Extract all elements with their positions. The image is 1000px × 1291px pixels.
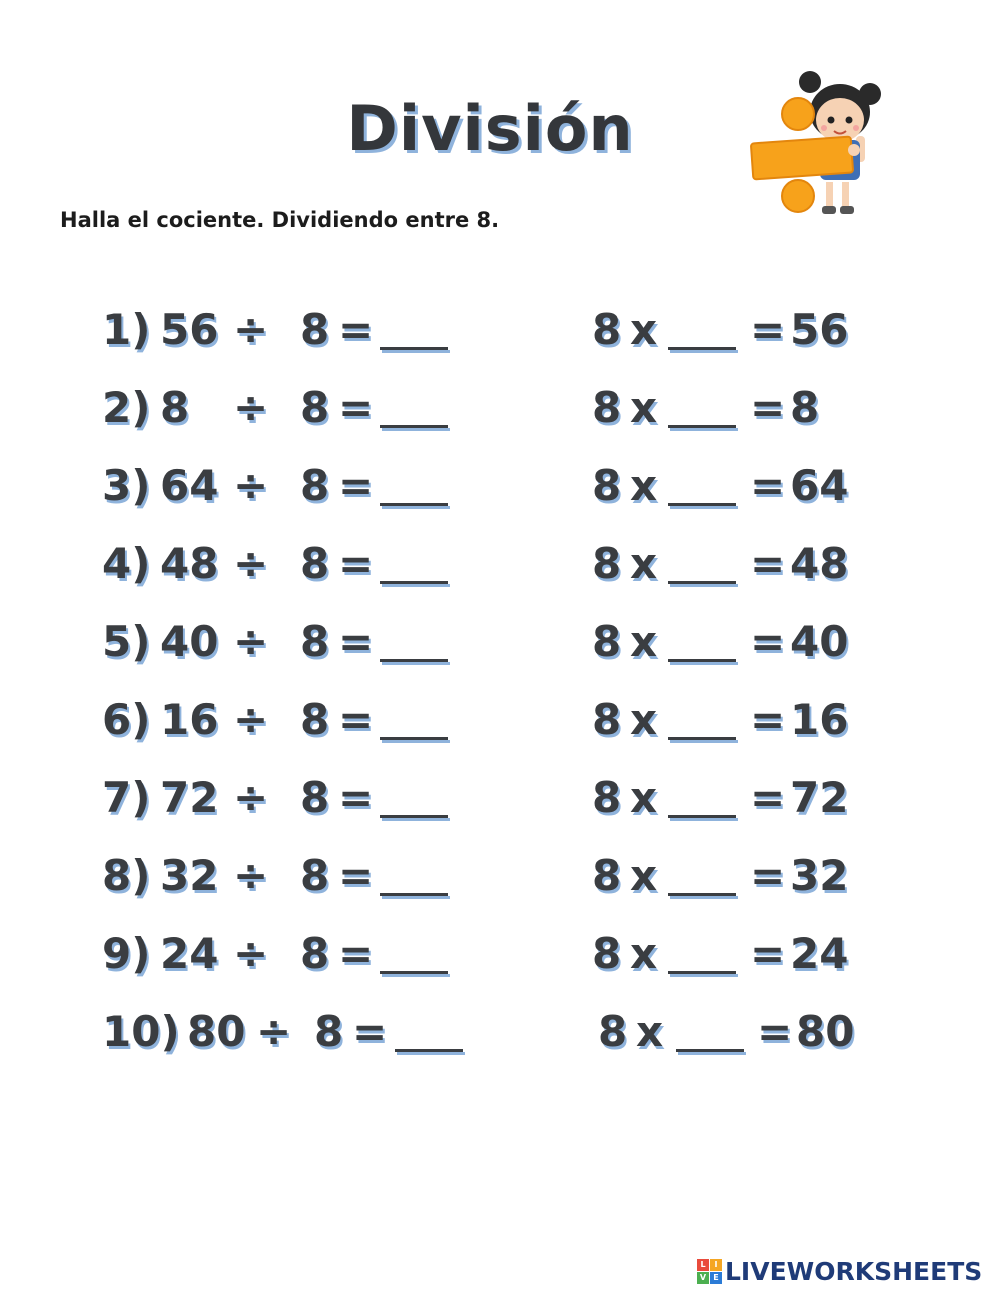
factor: 8 (592, 305, 622, 354)
problem-number: 6) (102, 695, 151, 744)
multiply-sign: x (636, 1007, 664, 1056)
multiply-sign: x (630, 851, 658, 900)
divisor: 8 (300, 695, 330, 744)
factor-answer-blank[interactable] (668, 893, 736, 896)
problem-number: 3) (102, 461, 151, 510)
logo-blocks-icon (697, 1259, 722, 1284)
product: 72 (790, 773, 849, 822)
multiply-sign: x (630, 461, 658, 510)
problem-row (0, 612, 1000, 672)
factor-answer-blank[interactable] (668, 503, 736, 506)
dividend: 80 (187, 1007, 246, 1056)
dividend: 72 (160, 773, 219, 822)
factor: 8 (592, 851, 622, 900)
divisor: 8 (300, 383, 330, 432)
problem-number: 7) (102, 773, 151, 822)
page-title: División (346, 92, 634, 165)
factor: 8 (592, 617, 622, 666)
factor-answer-blank[interactable] (668, 347, 736, 350)
factor-answer-blank[interactable] (668, 971, 736, 974)
division-sign: ÷ (256, 1007, 292, 1056)
factor-answer-blank[interactable] (668, 815, 736, 818)
problem-number: 4) (102, 539, 151, 588)
dividend: 48 (160, 539, 219, 588)
division-sign: ÷ (233, 305, 269, 354)
equals-sign: = (750, 773, 786, 822)
division-sign: ÷ (233, 929, 269, 978)
equals-sign: = (750, 305, 786, 354)
factor: 8 (592, 461, 622, 510)
product: 80 (796, 1007, 855, 1056)
quotient-answer-blank[interactable] (380, 581, 448, 584)
problem-row (0, 378, 1000, 438)
problem-number: 10) (102, 1007, 180, 1056)
equals-sign: = (338, 461, 374, 510)
multiply-sign: x (630, 617, 658, 666)
logo-block-i: I (710, 1259, 722, 1271)
product: 64 (790, 461, 849, 510)
quotient-answer-blank[interactable] (380, 659, 448, 662)
equals-sign: = (338, 695, 374, 744)
factor: 8 (592, 383, 622, 432)
equals-sign: = (338, 383, 374, 432)
girl-division-illustration (748, 64, 893, 224)
problem-row (0, 690, 1000, 750)
factor-answer-blank[interactable] (668, 659, 736, 662)
quotient-answer-blank[interactable] (380, 425, 448, 428)
problem-row (0, 924, 1000, 984)
product: 40 (790, 617, 849, 666)
logo-block-e: E (710, 1272, 722, 1284)
equals-sign: = (750, 383, 786, 432)
dividend: 56 (160, 305, 219, 354)
problem-row (0, 846, 1000, 906)
product: 8 (790, 383, 820, 432)
quotient-answer-blank[interactable] (380, 503, 448, 506)
multiply-sign: x (630, 773, 658, 822)
brand-name: LIVEWORKSHEETS (725, 1256, 983, 1286)
divisor: 8 (300, 305, 330, 354)
equals-sign: = (338, 539, 374, 588)
logo-block-l: L (697, 1259, 709, 1271)
division-sign: ÷ (233, 851, 269, 900)
dividend: 24 (160, 929, 219, 978)
quotient-answer-blank[interactable] (395, 1049, 463, 1052)
multiply-sign: x (630, 383, 658, 432)
factor: 8 (592, 539, 622, 588)
problem-number: 5) (102, 617, 151, 666)
equals-sign: = (338, 617, 374, 666)
problem-number: 2) (102, 383, 151, 432)
factor-answer-blank[interactable] (668, 581, 736, 584)
equals-sign: = (352, 1007, 388, 1056)
problem-number: 9) (102, 929, 151, 978)
dividend: 40 (160, 617, 219, 666)
instruction-text: Halla el cociente. Dividiendo entre 8. (60, 208, 500, 232)
problem-row (0, 768, 1000, 828)
quotient-answer-blank[interactable] (380, 737, 448, 740)
division-sign: ÷ (233, 773, 269, 822)
equals-sign: = (338, 305, 374, 354)
quotient-answer-blank[interactable] (380, 347, 448, 350)
divisor: 8 (300, 617, 330, 666)
factor-answer-blank[interactable] (668, 737, 736, 740)
quotient-answer-blank[interactable] (380, 893, 448, 896)
factor: 8 (592, 929, 622, 978)
factor: 8 (592, 695, 622, 744)
problem-row (0, 534, 1000, 594)
equals-sign: = (750, 539, 786, 588)
division-sign: ÷ (233, 383, 269, 432)
divisor: 8 (314, 1007, 344, 1056)
factor-answer-blank[interactable] (668, 425, 736, 428)
product: 56 (790, 305, 849, 354)
division-sign: ÷ (233, 617, 269, 666)
division-sign: ÷ (233, 461, 269, 510)
factor: 8 (598, 1007, 628, 1056)
dividend: 64 (160, 461, 219, 510)
equals-sign: = (750, 851, 786, 900)
equals-sign: = (338, 773, 374, 822)
divisor: 8 (300, 539, 330, 588)
division-sign: ÷ (233, 539, 269, 588)
multiply-sign: x (630, 695, 658, 744)
division-sign: ÷ (233, 695, 269, 744)
problem-row (0, 456, 1000, 516)
problem-row (0, 1002, 1000, 1062)
factor: 8 (592, 773, 622, 822)
product: 48 (790, 539, 849, 588)
equals-sign: = (757, 1007, 793, 1056)
liveworksheets-logo (697, 1256, 982, 1286)
logo-block-v: V (697, 1272, 709, 1284)
problem-number: 8) (102, 851, 151, 900)
multiply-sign: x (630, 929, 658, 978)
equals-sign: = (750, 929, 786, 978)
quotient-answer-blank[interactable] (380, 971, 448, 974)
product: 32 (790, 851, 849, 900)
multiply-sign: x (630, 305, 658, 354)
dividend: 16 (160, 695, 219, 744)
equals-sign: = (338, 929, 374, 978)
equals-sign: = (750, 461, 786, 510)
equals-sign: = (750, 695, 786, 744)
divisor: 8 (300, 461, 330, 510)
multiply-sign: x (630, 539, 658, 588)
equals-sign: = (338, 851, 374, 900)
product: 24 (790, 929, 849, 978)
dividend: 8 (160, 383, 190, 432)
factor-answer-blank[interactable] (676, 1049, 744, 1052)
divisor: 8 (300, 773, 330, 822)
product: 16 (790, 695, 849, 744)
dividend: 32 (160, 851, 219, 900)
problem-number: 1) (102, 305, 151, 354)
divisor: 8 (300, 851, 330, 900)
equals-sign: = (750, 617, 786, 666)
divisor: 8 (300, 929, 330, 978)
quotient-answer-blank[interactable] (380, 815, 448, 818)
problem-row (0, 300, 1000, 360)
